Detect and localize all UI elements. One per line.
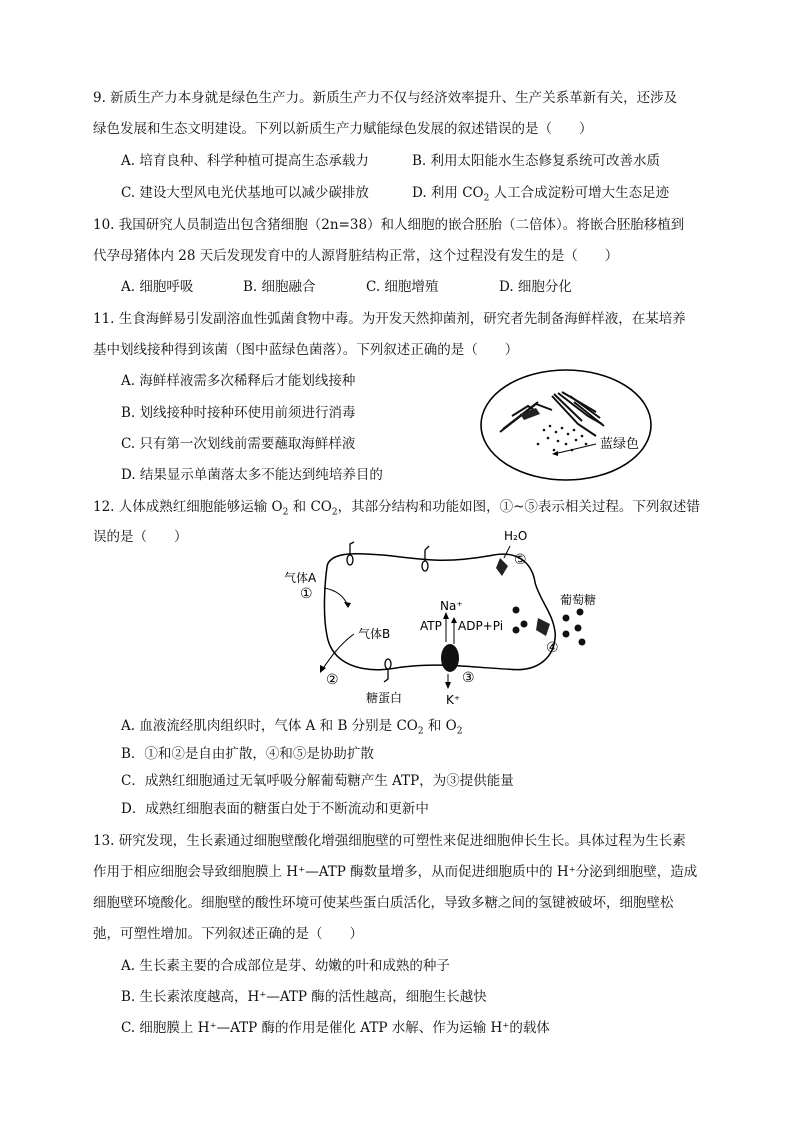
q10-option-a: A. 细胞呼吸 <box>121 279 194 295</box>
q12-stem-line1: 12. 人体成熟红细胞能够运输 $O_2$ 和 $CO_2$，其部分结构和功能如图，①~⑤表示相关过程。下列叙述错 <box>93 499 700 518</box>
q13-stem-line2: 作用于相应细胞会导致细胞膜上 H⁺—ATP 酶数量增多，从而促进细胞质中的 H⁺分泌到细胞壁，造成 <box>93 864 698 880</box>
q9-option-c: C. 建设大型风电光伏基地可以减少碳排放 <box>121 185 369 201</box>
q10-option-b: B. 细胞融合 <box>243 279 316 295</box>
gas-a-label: 气体A <box>284 571 317 585</box>
process-4-label: ④ <box>546 640 559 656</box>
q12-option-c: C．成熟红细胞通过无氧呼吸分解葡萄糖产生 ATP，为③提供能量 <box>121 773 514 789</box>
q13-option-a: A. 生长素主要的合成部位是芽、幼嫩的叶和成熟的种子 <box>121 958 450 974</box>
blue-green-label: 蓝绿色 <box>600 437 640 452</box>
q12-option-a: A. 血液流经肌肉组织时，气体 A 和 B 分别是 $CO_2$ 和 $O_2$ <box>121 718 463 737</box>
gas-b-label: 气体B <box>358 627 391 641</box>
q13-stem-line3: 细胞壁环境酸化。细胞壁的酸性环境可使某些蛋白质活化，导致多糖之间的氢键被破坏，细胞壁松 <box>93 895 674 911</box>
adp-pi-label: ADP+Pi <box>458 619 504 633</box>
q11-option-d: D. 结果显示单菌落太多不能达到纯培养目的 <box>121 467 383 483</box>
h2o-label: H₂O <box>504 529 528 543</box>
k-label: K⁺ <box>446 693 461 707</box>
q11-stem-line1: 11. 生食海鲜易引发副溶血性弧菌食物中毒。为开发天然抑菌剂，研究者先制备海鲜样液，在某培养 <box>93 311 686 327</box>
q11-option-a: A. 海鲜样液需多次稀释后才能划线接种 <box>121 373 356 389</box>
process-2-label: ② <box>326 672 339 688</box>
q9-option-b: B. 利用太阳能水生态修复系统可改善水质 <box>412 153 661 169</box>
process-1-label: ① <box>300 586 313 602</box>
q12-option-d: D．成熟红细胞表面的糖蛋白处于不断流动和更新中 <box>121 801 429 817</box>
red-blood-cell-diagram <box>270 524 610 714</box>
q10-option-d: D. 细胞分化 <box>499 279 572 295</box>
q12-stem-line2: 误的是（ ） <box>93 529 188 545</box>
q13-option-b: B. 生长素浓度越高，H⁺—ATP 酶的活性越高，细胞生长越快 <box>121 989 487 1005</box>
q11-option-b: B. 划线接种时接种环使用前须进行消毒 <box>121 405 356 421</box>
petri-dish <box>481 370 651 480</box>
glycoprotein-label: 糖蛋白 <box>366 691 403 705</box>
q11-stem-line2: 基中划线接种得到该菌（图中蓝绿色菌落）。下列叙述正确的是（ ） <box>93 342 519 358</box>
q9-option-d: D. 利用 $CO_2$ 人工合成淀粉可增大生态足迹 <box>412 185 670 204</box>
q9-option-a: A. 培育良种、科学种植可提高生态承载力 <box>121 153 369 169</box>
q9-stem-line1: 9. 新质生产力本身就是绿色生产力。新质生产力不仅与经济效率提升、生产关系革新有关，还涉及 <box>93 90 678 106</box>
petri-dish-figure <box>478 366 688 486</box>
q13-stem-line4: 弛，可塑性增加。下列叙述正确的是（ ） <box>93 926 363 942</box>
k-arrowhead <box>445 682 451 689</box>
q13-option-c: C. 细胞膜上 H⁺—ATP 酶的作用是催化 ATP 水解、作为运输 H⁺的载体 <box>121 1020 550 1036</box>
na-label: Na⁺ <box>440 599 463 613</box>
q10-stem-line2: 代孕母猪体内 28 天后发现发育中的人源肾脏结构正常，这个过程没有发生的是（ ） <box>93 248 619 264</box>
glucose-label: 葡萄糖 <box>560 593 597 607</box>
q10-stem-line1: 10. 我国研究人员制造出包含猪细胞（2n=38）和人细胞的嵌合胚胎（二倍体）。将嵌合胚胎移植到 <box>93 217 685 233</box>
q10-option-c: C. 细胞增殖 <box>366 279 439 295</box>
q12-option-b: B．①和②是自由扩散，④和⑤是协助扩散 <box>121 746 374 762</box>
sodium-potassium-pump <box>441 644 459 672</box>
process-5-label: ⑤ <box>514 552 527 568</box>
process-3-label: ③ <box>462 670 475 686</box>
q13-stem-line1: 13. 研究发现，生长素通过细胞壁酸化增强细胞壁的可塑性来促进细胞伸长生长。具体过程为生长素 <box>93 833 686 849</box>
glycoprotein-bottom-head <box>385 659 391 669</box>
q11-option-c: C. 只有第一次划线前需要蘸取海鲜样液 <box>121 436 356 452</box>
atp-label: ATP <box>420 619 442 633</box>
q9-stem-line2: 绿色发展和生态文明建设。下列以新质生产力赋能绿色发展的叙述错误的是（ ） <box>93 121 593 137</box>
